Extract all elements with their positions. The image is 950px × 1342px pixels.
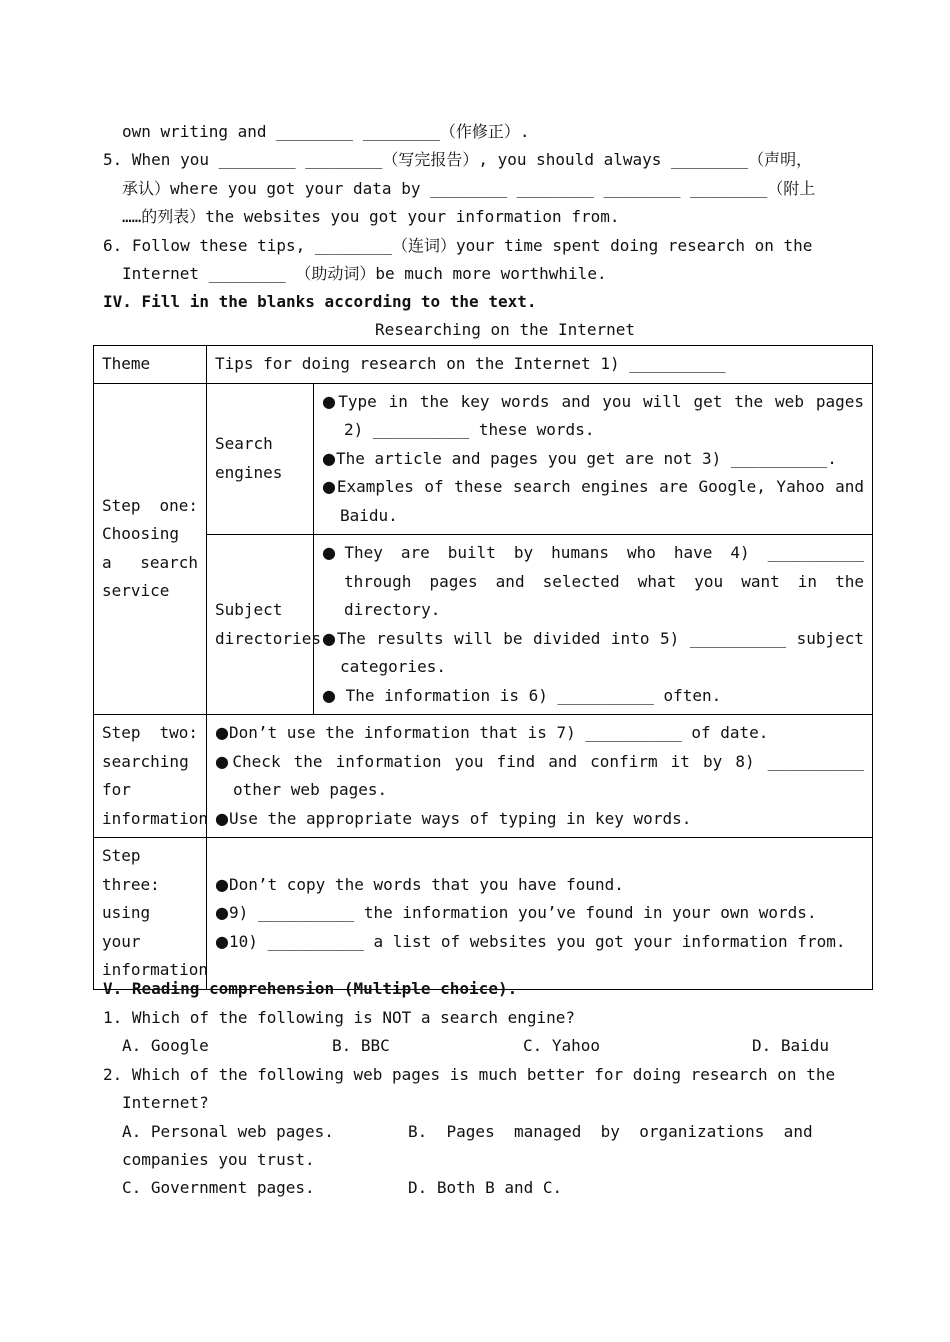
bullet-icon: ● — [215, 751, 233, 771]
q6-line-1: 6. Follow these tips, ________（连词）your time spent doing research on the — [103, 236, 813, 255]
q2-stem-line-1: 2. Which of the following web pages is much better for doing research on the — [103, 1065, 836, 1084]
list-item: 9) __________ the information you’ve found in your own words. — [228, 903, 817, 922]
q2-option-a: A. Personal web pages. — [122, 1122, 334, 1141]
q1-option-a: A. Google — [122, 1036, 209, 1055]
list-item: The article and pages you get are not 3) __________. — [335, 448, 837, 468]
list-item: 10) __________ a list of websites you got your information from. — [228, 931, 846, 951]
bullet-icon: ● — [322, 628, 337, 648]
q1-option-b: B. BBC — [332, 1036, 390, 1055]
list-item: Don’t copy the words that you have found. — [228, 874, 624, 894]
bullet-icon: ● — [322, 543, 345, 562]
q2-option-d: D. Both B and C. — [408, 1178, 563, 1197]
q5-line-2: 承认）where you got your data by ________ ________ ________ ________（附上 — [122, 179, 816, 198]
list-item: Type in the key words and you will get the web pages 2) __________ these words. — [338, 391, 865, 439]
theme-label: Theme — [94, 346, 207, 384]
q1-option-d: D. Baidu — [752, 1036, 830, 1055]
list-item: They are built by humans who have 4) __________ through pages and selected what you want in the directory. — [344, 543, 864, 619]
subject-directories-label: Subject directories — [207, 535, 314, 715]
q5-line-1: 5. When you ________ ________（写完报告）, you should always ________（声明， — [103, 150, 813, 169]
q2-option-b-line-1: B. Pages managed by organizations and — [408, 1122, 813, 1141]
table-row-step2 — [94, 715, 873, 838]
bullet-icon: ● — [215, 874, 229, 894]
q2-stem-line-2: Internet? — [122, 1093, 209, 1112]
bullet-icon: ● — [215, 723, 229, 742]
research-table — [93, 345, 873, 990]
theme-value: Tips for doing research on the Internet 1) __________ — [207, 346, 873, 384]
section-iv-heading: IV. Fill in the blanks according to the text. — [103, 292, 537, 311]
step2-bullets — [207, 715, 873, 838]
bullet-icon: ● — [322, 391, 339, 411]
list-item: Examples of these search engines are Google, Yahoo and Baidu. — [336, 477, 865, 525]
bullet-icon: ● — [215, 903, 229, 922]
table-row-step3 — [94, 838, 873, 990]
list-item: Use the appropriate ways of typing in key words. — [228, 808, 692, 828]
q5-line-3: ……的列表）the websites you got your information from. — [122, 207, 620, 226]
list-item: Don’t use the information that is 7) __________ of date. — [228, 723, 769, 742]
table-row-theme — [94, 346, 873, 384]
bullet-icon: ● — [322, 685, 336, 705]
list-item: The results will be divided into 5) __________ subject categories. — [336, 628, 865, 676]
section-v-heading: V. Reading comprehension (Multiple choice). — [103, 979, 518, 998]
q2-option-c: C. Government pages. — [122, 1178, 315, 1197]
table-title: Researching on the Internet — [374, 320, 636, 339]
list-item: Check the information you find and confirm it by 8) __________ other web pages. — [232, 751, 865, 799]
table-row-step1-directories — [94, 535, 873, 715]
q2-option-b-line-2: companies you trust. — [122, 1150, 315, 1169]
bullet-icon: ● — [322, 448, 336, 468]
list-item: The information is 6) __________ often. — [335, 685, 722, 705]
search-engines-bullets — [314, 383, 873, 535]
search-engines-label: Search engines — [207, 383, 314, 535]
bullet-icon: ● — [322, 477, 337, 496]
bullet-icon: ● — [215, 808, 229, 828]
q1-stem: 1. Which of the following is NOT a search engine? — [103, 1008, 576, 1027]
subject-directories-bullets — [314, 535, 873, 715]
step3-bullets — [207, 838, 873, 990]
step3-label: Step three: using your information — [94, 838, 207, 990]
q1-option-c: C. Yahoo — [523, 1036, 601, 1055]
q4-continuation: own writing and ________ ________（作修正）. — [122, 122, 530, 141]
bullet-icon: ● — [215, 931, 229, 951]
q6-line-2: Internet ________ （助动词）be much more worthwhile. — [122, 264, 607, 283]
step1-label: Step one: Choosing a search service — [94, 383, 207, 715]
step2-label: Step two: searching for information — [94, 715, 207, 838]
table-row-step1-search — [94, 383, 873, 535]
